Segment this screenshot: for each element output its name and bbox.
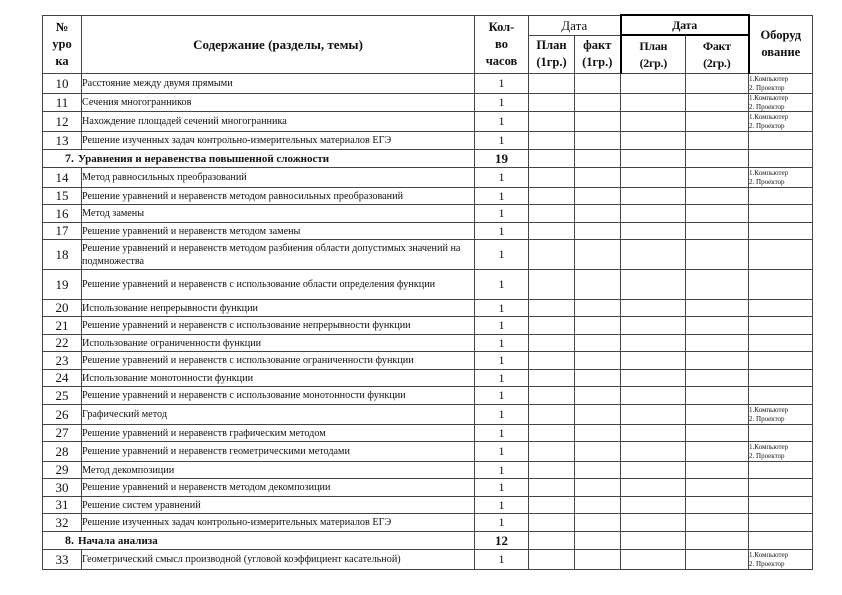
lesson-topic: Нахождение площадей сечений многогранника xyxy=(82,112,475,132)
table-row xyxy=(43,300,813,317)
lesson-number: 25 xyxy=(43,387,82,405)
fact-date-group1-cell[interactable] xyxy=(575,132,621,150)
fact-date-group1-cell[interactable] xyxy=(575,352,621,370)
hours-count: 1 xyxy=(475,352,529,370)
table-row xyxy=(43,223,813,240)
fact-date-group1-cell[interactable] xyxy=(575,335,621,352)
hours-count: 1 xyxy=(475,205,529,223)
table-row xyxy=(43,442,813,462)
equipment-cell xyxy=(749,240,813,270)
table-row xyxy=(43,168,813,188)
table-row xyxy=(43,514,813,532)
lesson-topic: Использование ограниченности функции xyxy=(82,335,475,352)
lesson-number: 21 xyxy=(43,317,82,335)
fact-date-group2-cell[interactable] xyxy=(686,94,749,112)
plan-date-group2-cell[interactable] xyxy=(621,497,686,514)
table-row xyxy=(43,132,813,150)
fact-date-group2-cell[interactable] xyxy=(686,240,749,270)
header-plan-group2-line: План xyxy=(639,38,668,53)
hours-count: 12 xyxy=(475,532,529,550)
lesson-number: 24 xyxy=(43,370,82,387)
fact-date-group1-cell[interactable] xyxy=(575,387,621,405)
plan-date-group1-cell[interactable] xyxy=(529,425,575,442)
table-row xyxy=(43,335,813,352)
equipment-cell xyxy=(749,514,813,532)
equipment-cell xyxy=(749,205,813,223)
fact-date-group2-cell[interactable] xyxy=(686,223,749,240)
lesson-number: 23 xyxy=(43,352,82,370)
table-row xyxy=(43,240,813,270)
lesson-number: 10 xyxy=(43,74,82,94)
equipment-cell xyxy=(749,132,813,150)
fact-date-group2-cell[interactable] xyxy=(686,405,749,425)
fact-date-group2-cell[interactable] xyxy=(686,132,749,150)
lesson-topic: Метод замены xyxy=(82,205,475,223)
plan-date-group1-cell[interactable] xyxy=(529,150,575,168)
hours-count: 1 xyxy=(475,270,529,300)
equipment-cell xyxy=(749,188,813,205)
header-plan-group1-line: (1гр.) xyxy=(536,55,567,70)
equipment-cell xyxy=(749,497,813,514)
hours-count: 1 xyxy=(475,497,529,514)
lesson-number: 31 xyxy=(43,497,82,514)
equipment-cell xyxy=(749,370,813,387)
plan-date-group1-cell[interactable] xyxy=(529,405,575,425)
fact-date-group1-cell[interactable] xyxy=(575,497,621,514)
header-equipment-line: Оборуд xyxy=(760,28,802,43)
header-plan-group1 xyxy=(529,35,575,74)
plan-date-group1-cell[interactable] xyxy=(529,188,575,205)
equipment-cell xyxy=(749,532,813,550)
equipment-cell xyxy=(749,317,813,335)
plan-date-group2-cell[interactable] xyxy=(621,112,686,132)
plan-date-group2-cell[interactable] xyxy=(621,150,686,168)
equipment-cell xyxy=(749,425,813,442)
hours-count: 1 xyxy=(475,317,529,335)
plan-date-group1-cell[interactable] xyxy=(529,514,575,532)
fact-date-group1-cell[interactable] xyxy=(575,270,621,300)
hours-count: 1 xyxy=(475,514,529,532)
fact-date-group2-cell[interactable] xyxy=(686,335,749,352)
header-hours xyxy=(475,15,529,74)
plan-date-group2-cell[interactable] xyxy=(621,514,686,532)
header-lesson-number-line: уро xyxy=(52,36,72,51)
hours-count: 1 xyxy=(475,300,529,317)
fact-date-group2-cell[interactable] xyxy=(686,370,749,387)
section-title-cell xyxy=(43,532,475,550)
lesson-number: 29 xyxy=(43,462,82,479)
header-date-group1: Дата xyxy=(529,15,621,35)
equipment-cell xyxy=(749,300,813,317)
table-row xyxy=(43,94,813,112)
lesson-topic: Решение уравнений и неравенств методом замены xyxy=(82,223,475,240)
lesson-topic: Использование монотонности функции xyxy=(82,370,475,387)
header-date-group2: Дата xyxy=(621,15,749,35)
equipment-cell xyxy=(749,387,813,405)
hours-count: 1 xyxy=(475,74,529,94)
table-row xyxy=(43,188,813,205)
hours-count: 1 xyxy=(475,370,529,387)
lesson-number: 15 xyxy=(43,188,82,205)
lesson-number: 33 xyxy=(43,550,82,570)
table-row xyxy=(43,387,813,405)
section-row xyxy=(43,532,813,550)
equipment-cell xyxy=(749,94,813,112)
table-row xyxy=(43,425,813,442)
lesson-number: 14 xyxy=(43,168,82,188)
hours-count: 1 xyxy=(475,442,529,462)
plan-date-group2-cell[interactable] xyxy=(621,300,686,317)
lesson-number: 11 xyxy=(43,94,82,112)
header-fact-group2 xyxy=(686,35,749,74)
fact-date-group2-cell[interactable] xyxy=(686,74,749,94)
equipment-item: 1.Компьютер xyxy=(749,94,789,102)
plan-date-group2-cell[interactable] xyxy=(621,223,686,240)
plan-date-group1-cell[interactable] xyxy=(529,132,575,150)
plan-date-group2-cell[interactable] xyxy=(621,442,686,462)
header-lesson-number-line: ка xyxy=(55,53,69,68)
table-row xyxy=(43,112,813,132)
hours-count: 19 xyxy=(475,150,529,168)
plan-date-group2-cell[interactable] xyxy=(621,462,686,479)
fact-date-group1-cell[interactable] xyxy=(575,479,621,497)
hours-count: 1 xyxy=(475,387,529,405)
table-row xyxy=(43,352,813,370)
lesson-number: 12 xyxy=(43,112,82,132)
section-number: 7. xyxy=(65,151,74,165)
equipment-item: 2. Проектор xyxy=(749,121,785,130)
hours-count: 1 xyxy=(475,240,529,270)
lesson-number: 18 xyxy=(43,240,82,270)
plan-date-group1-cell[interactable] xyxy=(529,352,575,370)
plan-date-group1-cell[interactable] xyxy=(529,462,575,479)
lesson-topic: Решение систем уравнений xyxy=(82,497,475,514)
fact-date-group2-cell[interactable] xyxy=(686,188,749,205)
plan-date-group2-cell[interactable] xyxy=(621,532,686,550)
section-title: Начала анализа xyxy=(78,535,158,547)
plan-date-group2-cell[interactable] xyxy=(621,425,686,442)
fact-date-group1-cell[interactable] xyxy=(575,514,621,532)
equipment-item: 2. Проектор xyxy=(749,559,785,568)
header-plan-group2 xyxy=(621,35,686,74)
header-hours-line: Кол- xyxy=(488,19,515,34)
lesson-topic: Решение уравнений и неравенств с использование непрерывности функции xyxy=(82,317,475,335)
lesson-plan-table xyxy=(42,14,813,570)
equipment-cell xyxy=(749,168,813,188)
equipment-item: 1.Компьютер xyxy=(749,113,789,121)
plan-date-group1-cell[interactable] xyxy=(529,168,575,188)
plan-date-group2-cell[interactable] xyxy=(621,132,686,150)
fact-date-group1-cell[interactable] xyxy=(575,150,621,168)
plan-date-group1-cell[interactable] xyxy=(529,317,575,335)
lesson-topic: Расстояние между двумя прямыми xyxy=(82,74,475,94)
fact-date-group1-cell[interactable] xyxy=(575,462,621,479)
fact-date-group1-cell[interactable] xyxy=(575,300,621,317)
equipment-cell xyxy=(749,335,813,352)
section-row xyxy=(43,150,813,168)
fact-date-group1-cell[interactable] xyxy=(575,74,621,94)
section-title-cell xyxy=(43,150,475,168)
fact-date-group2-cell[interactable] xyxy=(686,425,749,442)
plan-date-group2-cell[interactable] xyxy=(621,317,686,335)
plan-date-group2-cell[interactable] xyxy=(621,205,686,223)
header-lesson-number xyxy=(43,15,82,74)
equipment-item: 1.Компьютер xyxy=(749,551,789,559)
plan-date-group2-cell[interactable] xyxy=(621,370,686,387)
equipment-cell xyxy=(749,270,813,300)
hours-count: 1 xyxy=(475,479,529,497)
table-row xyxy=(43,462,813,479)
fact-date-group2-cell[interactable] xyxy=(686,479,749,497)
lesson-number: 17 xyxy=(43,223,82,240)
plan-date-group2-cell[interactable] xyxy=(621,168,686,188)
table-row xyxy=(43,550,813,570)
plan-date-group2-cell[interactable] xyxy=(621,188,686,205)
lesson-number: 19 xyxy=(43,270,82,300)
plan-date-group1-cell[interactable] xyxy=(529,240,575,270)
lesson-topic: Решение уравнений и неравенств методом равносильных преобразований xyxy=(82,188,475,205)
lesson-topic: Решение изученных задач контрольно-измерительных материалов ЕГЭ xyxy=(82,132,475,150)
plan-date-group1-cell[interactable] xyxy=(529,300,575,317)
lesson-topic: Решение изученных задач контрольно-измерительных материалов ЕГЭ xyxy=(82,514,475,532)
lesson-topic: Решение уравнений и неравенств методом разбиения области допустимых значений на подмножества xyxy=(82,240,475,270)
fact-date-group1-cell[interactable] xyxy=(575,240,621,270)
header-content: Содержание (разделы, темы) xyxy=(82,15,475,74)
plan-date-group2-cell[interactable] xyxy=(621,405,686,425)
table-row xyxy=(43,270,813,300)
plan-date-group1-cell[interactable] xyxy=(529,497,575,514)
section-title: Уравнения и неравенства повышенной сложности xyxy=(78,153,330,165)
plan-date-group2-cell[interactable] xyxy=(621,74,686,94)
equipment-item: 2. Проектор xyxy=(749,83,785,92)
equipment-cell xyxy=(749,74,813,94)
equipment-cell xyxy=(749,442,813,462)
fact-date-group2-cell[interactable] xyxy=(686,497,749,514)
plan-date-group1-cell[interactable] xyxy=(529,74,575,94)
equipment-item: 2. Проектор xyxy=(749,451,785,460)
plan-date-group2-cell[interactable] xyxy=(621,270,686,300)
plan-date-group1-cell[interactable] xyxy=(529,112,575,132)
lesson-number: 28 xyxy=(43,442,82,462)
fact-date-group1-cell[interactable] xyxy=(575,550,621,570)
header-plan-group2-line: (2гр.) xyxy=(639,55,667,70)
equipment-item: 1.Компьютер xyxy=(749,443,789,451)
equipment-cell xyxy=(749,405,813,425)
fact-date-group1-cell[interactable] xyxy=(575,370,621,387)
hours-count: 1 xyxy=(475,335,529,352)
table-row xyxy=(43,405,813,425)
header-hours-line: во xyxy=(495,36,508,51)
fact-date-group1-cell[interactable] xyxy=(575,425,621,442)
fact-date-group1-cell[interactable] xyxy=(575,532,621,550)
lesson-number: 13 xyxy=(43,132,82,150)
equipment-cell xyxy=(749,112,813,132)
lesson-topic: Графический метод xyxy=(82,405,475,425)
hours-count: 1 xyxy=(475,405,529,425)
lesson-topic: Решение уравнений и неравенств методом декомпозиции xyxy=(82,479,475,497)
header-fact-group2-line: (2гр.) xyxy=(703,55,731,70)
plan-date-group2-cell[interactable] xyxy=(621,240,686,270)
plan-date-group2-cell[interactable] xyxy=(621,352,686,370)
plan-date-group1-cell[interactable] xyxy=(529,223,575,240)
equipment-item: 2. Проектор xyxy=(749,102,785,111)
lesson-number: 26 xyxy=(43,405,82,425)
hours-count: 1 xyxy=(475,462,529,479)
fact-date-group1-cell[interactable] xyxy=(575,112,621,132)
equipment-cell xyxy=(749,550,813,570)
fact-date-group1-cell[interactable] xyxy=(575,188,621,205)
plan-date-group1-cell[interactable] xyxy=(529,550,575,570)
equipment-cell xyxy=(749,223,813,240)
equipment-cell xyxy=(749,462,813,479)
table-row xyxy=(43,317,813,335)
table-row xyxy=(43,479,813,497)
fact-date-group1-cell[interactable] xyxy=(575,442,621,462)
fact-date-group2-cell[interactable] xyxy=(686,205,749,223)
fact-date-group2-cell[interactable] xyxy=(686,532,749,550)
lesson-number: 20 xyxy=(43,300,82,317)
equipment-cell xyxy=(749,352,813,370)
hours-count: 1 xyxy=(475,168,529,188)
plan-date-group2-cell[interactable] xyxy=(621,550,686,570)
fact-date-group2-cell[interactable] xyxy=(686,150,749,168)
header-fact-group1-line: факт xyxy=(583,38,612,53)
header-plan-group1-line: План xyxy=(536,38,567,53)
plan-date-group2-cell[interactable] xyxy=(621,94,686,112)
fact-date-group2-cell[interactable] xyxy=(686,352,749,370)
lesson-topic: Решение уравнений и неравенств геометрическими методами xyxy=(82,442,475,462)
lesson-number: 30 xyxy=(43,479,82,497)
hours-count: 1 xyxy=(475,112,529,132)
header-fact-group1-line: (1гр.) xyxy=(582,55,613,70)
lesson-topic: Решение уравнений и неравенств с использование ограниченности функции xyxy=(82,352,475,370)
section-number: 8. xyxy=(65,533,74,547)
lesson-topic: Решение уравнений и неравенств с использование области определения функции xyxy=(82,270,475,300)
table-row xyxy=(43,74,813,94)
equipment-item: 1.Компьютер xyxy=(749,406,789,414)
equipment-item: 1.Компьютер xyxy=(749,169,789,177)
fact-date-group1-cell[interactable] xyxy=(575,205,621,223)
table-row xyxy=(43,497,813,514)
plan-date-group1-cell[interactable] xyxy=(529,479,575,497)
lesson-topic: Сечения многогранников xyxy=(82,94,475,112)
header-fact-group1 xyxy=(575,35,621,74)
fact-date-group1-cell[interactable] xyxy=(575,405,621,425)
equipment-item: 2. Проектор xyxy=(749,177,785,186)
lesson-topic: Геометрический смысл производной (угловой коэффициент касательной) xyxy=(82,550,475,570)
lesson-topic: Использование непрерывности функции xyxy=(82,300,475,317)
fact-date-group1-cell[interactable] xyxy=(575,94,621,112)
lesson-topic: Решение уравнений и неравенств с использование монотонности функции xyxy=(82,387,475,405)
plan-date-group1-cell[interactable] xyxy=(529,335,575,352)
equipment-cell xyxy=(749,150,813,168)
plan-date-group1-cell[interactable] xyxy=(529,94,575,112)
plan-date-group2-cell[interactable] xyxy=(621,387,686,405)
lesson-topic: Метод декомпозиции xyxy=(82,462,475,479)
fact-date-group2-cell[interactable] xyxy=(686,514,749,532)
hours-count: 1 xyxy=(475,94,529,112)
fact-date-group2-cell[interactable] xyxy=(686,550,749,570)
equipment-item: 2. Проектор xyxy=(749,414,785,423)
fact-date-group2-cell[interactable] xyxy=(686,112,749,132)
lesson-number: 16 xyxy=(43,205,82,223)
table-row xyxy=(43,370,813,387)
plan-date-group2-cell[interactable] xyxy=(621,479,686,497)
table-row xyxy=(43,205,813,223)
fact-date-group1-cell[interactable] xyxy=(575,223,621,240)
equipment-item: 1.Компьютер xyxy=(749,75,789,83)
hours-count: 1 xyxy=(475,188,529,205)
plan-date-group1-cell[interactable] xyxy=(529,387,575,405)
plan-date-group1-cell[interactable] xyxy=(529,370,575,387)
fact-date-group2-cell[interactable] xyxy=(686,387,749,405)
header-lesson-number-line: № xyxy=(55,19,69,34)
hours-count: 1 xyxy=(475,223,529,240)
lesson-topic: Метод равносильных преобразований xyxy=(82,168,475,188)
plan-date-group1-cell[interactable] xyxy=(529,532,575,550)
header-hours-line: часов xyxy=(485,53,518,68)
fact-date-group1-cell[interactable] xyxy=(575,168,621,188)
lesson-topic: Решение уравнений и неравенств графическим методом xyxy=(82,425,475,442)
lesson-number: 32 xyxy=(43,514,82,532)
plan-date-group1-cell[interactable] xyxy=(529,270,575,300)
hours-count: 1 xyxy=(475,132,529,150)
fact-date-group2-cell[interactable] xyxy=(686,270,749,300)
header-fact-group2-line: Факт xyxy=(702,38,731,53)
fact-date-group2-cell[interactable] xyxy=(686,300,749,317)
header-equipment-line: ование xyxy=(761,45,801,60)
hours-count: 1 xyxy=(475,550,529,570)
plan-date-group1-cell[interactable] xyxy=(529,205,575,223)
fact-date-group2-cell[interactable] xyxy=(686,317,749,335)
header-equipment xyxy=(749,15,813,74)
lesson-number: 27 xyxy=(43,425,82,442)
equipment-cell xyxy=(749,479,813,497)
lesson-plan-body xyxy=(43,74,813,570)
plan-date-group2-cell[interactable] xyxy=(621,335,686,352)
plan-date-group1-cell[interactable] xyxy=(529,442,575,462)
fact-date-group2-cell[interactable] xyxy=(686,462,749,479)
lesson-number: 22 xyxy=(43,335,82,352)
hours-count: 1 xyxy=(475,425,529,442)
fact-date-group1-cell[interactable] xyxy=(575,317,621,335)
fact-date-group2-cell[interactable] xyxy=(686,442,749,462)
fact-date-group2-cell[interactable] xyxy=(686,168,749,188)
